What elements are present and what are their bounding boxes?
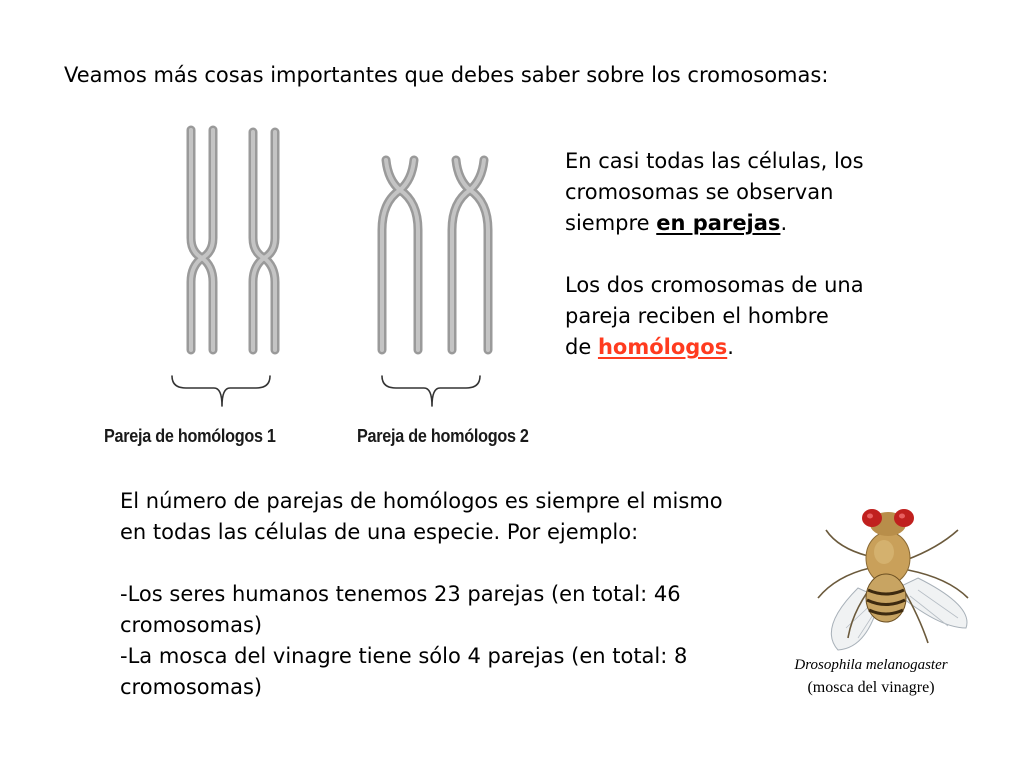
emphasis-homologos: homólogos (597, 335, 728, 359)
chromosome-pair2-a (382, 160, 418, 350)
text-fragment: de (565, 335, 598, 359)
text-line: El número de parejas de homólogos es siempre el mismo (120, 489, 723, 513)
species-examples (120, 486, 723, 703)
pairs-explanation (565, 146, 864, 239)
text-fragment: . (780, 211, 788, 235)
brace-pair-1 (172, 376, 270, 406)
text-line: Los dos cromosomas de una (565, 273, 864, 297)
brace-pair-2 (382, 376, 480, 406)
text-line: En casi todas las células, los (565, 149, 864, 173)
homologous-chromosomes-illustration (160, 110, 530, 420)
page-title: Veamos más cosas importantes que debes saber sobre los cromosomas: (64, 63, 829, 87)
text-line: cromosomas) (120, 613, 263, 637)
text-line (565, 208, 864, 239)
pair-label-1: Pareja de homólogos 1 (104, 426, 276, 446)
fly-common-name: (mosca del vinagre) (807, 679, 935, 696)
emphasis-en-parejas: en parejas (656, 211, 781, 235)
text-fragment: siempre (565, 211, 657, 235)
text-fragment: . (727, 335, 734, 359)
pair-label-2: Pareja de homólogos 2 (357, 426, 529, 446)
text-line: cromosomas se observan (565, 180, 834, 204)
blank-line (120, 548, 723, 579)
text-line: -Los seres humanos tenemos 23 parejas (en total: 46 (120, 582, 681, 606)
chromosome-pair1-a (191, 130, 213, 350)
homologos-explanation (565, 270, 864, 363)
fruit-fly-image (798, 478, 978, 653)
text-line (565, 332, 864, 363)
text-line: en todas las células de una especie. Por ejemplo: (120, 520, 639, 544)
text-line: cromosomas) (120, 675, 263, 699)
text-line: -La mosca del vinagre tiene sólo 4 parejas (en total: 8 (120, 644, 688, 668)
chromosome-pair2-b (452, 160, 488, 350)
text-line: pareja reciben el hombre (565, 304, 829, 328)
fly-scientific-name: Drosophila melanogaster (794, 657, 948, 673)
chromosome-pair1-b (253, 132, 275, 350)
